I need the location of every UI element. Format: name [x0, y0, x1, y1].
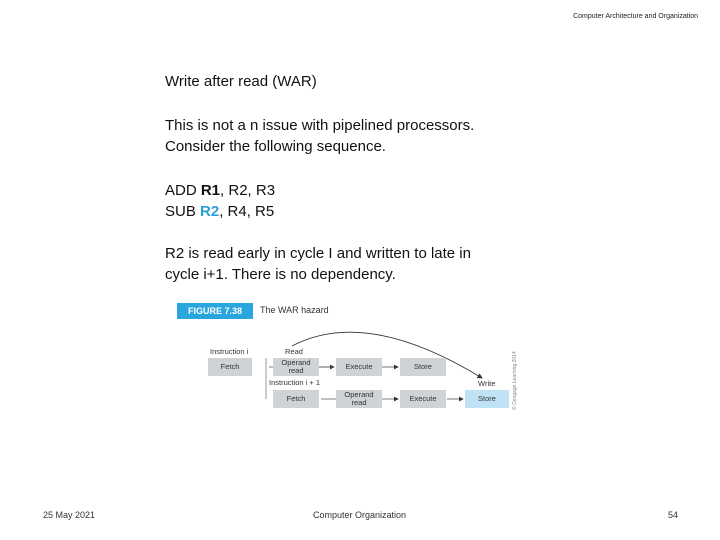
sub-op: SUB [165, 203, 201, 220]
read-label: Read [285, 347, 303, 356]
sub-dest-register: R2 [200, 203, 220, 220]
footer-course: Computer Organization [313, 510, 407, 520]
row1-execute-stage: Execute [336, 358, 382, 376]
add-operands: , R2, R3 [220, 182, 276, 199]
row2-store-stage: Store [465, 390, 509, 408]
war-hazard-arrow [292, 332, 482, 378]
page-number: 54 [667, 510, 678, 520]
row2-fetch-stage: Fetch [273, 390, 319, 408]
course-header: Computer Architecture and Organization [573, 13, 698, 20]
figure-badge: FIGURE 7.38 [177, 303, 253, 319]
instruction-i-label: Instruction i [210, 347, 249, 356]
instruction-sub [165, 201, 275, 222]
explanation-line-2: cycle i+1. There is no dependency. [165, 266, 396, 283]
instruction-i-plus-1-label: Instruction i + 1 [269, 378, 321, 387]
explanation-text [165, 243, 471, 285]
write-label: Write [478, 379, 496, 388]
add-op: ADD [165, 182, 201, 199]
intro-line-2: Consider the following sequence. [165, 138, 386, 155]
add-dest-register: R1 [200, 182, 221, 199]
row1-operand-read-stage: Operand read [273, 358, 319, 376]
figure-copyright: © Cengage Learning 2014 [512, 351, 518, 410]
instruction-sequence [165, 180, 275, 222]
instruction-add [165, 180, 275, 201]
slide-title: Write after read (WAR) [165, 73, 317, 90]
footer-date: 25 May 2021 [43, 510, 96, 520]
row2-execute-stage: Execute [400, 390, 446, 408]
row1-store-stage: Store [400, 358, 446, 376]
explanation-line-1: R2 is read early in cycle I and written to late in [165, 245, 471, 262]
row1-fetch-stage: Fetch [208, 358, 252, 376]
row2-operand-read-stage: Operand read [336, 390, 382, 408]
sub-operands: , R4, R5 [219, 203, 275, 220]
figure-caption: The WAR hazard [260, 305, 329, 315]
intro-line-1: This is not a n issue with pipelined processors. [165, 117, 475, 134]
war-hazard-figure [176, 302, 526, 417]
intro-text [165, 115, 474, 157]
